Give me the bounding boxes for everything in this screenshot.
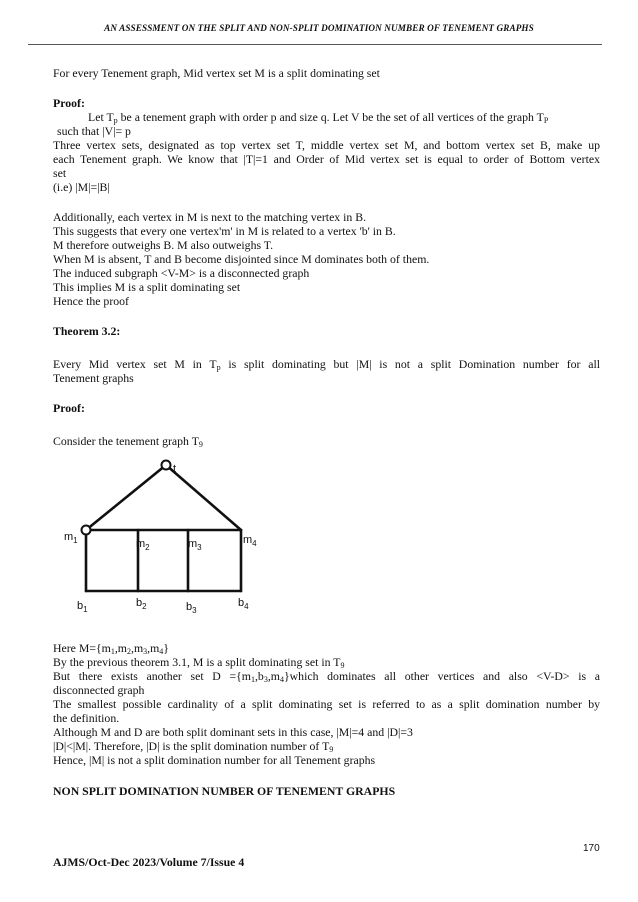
body-line-6: Although M and D are both split dominant sets in this case, |M|=4 and |D|=3	[53, 725, 413, 739]
theorem-line-1: Every Mid vertex set M in $T_p$ is split dominating but |M| is not a split Domination number for all	[53, 357, 600, 372]
proof-line-9: M therefore outweighs B. M also outweighs T.	[53, 238, 274, 252]
header-rule	[28, 44, 602, 45]
theorem-heading: Theorem 3.2:	[53, 324, 121, 338]
label-m1: $m_1$	[64, 531, 78, 545]
edge-t-m4	[166, 465, 241, 530]
label-b4: $b_4$	[238, 597, 249, 611]
body-line-5: the definition.	[53, 711, 120, 725]
theorem-line-2: Tenement graphs	[53, 371, 134, 385]
proof-line-7: Additionally, each vertex in M is next to the matching vertex in B.	[53, 210, 367, 224]
proof-line-8: This suggests that every one vertex'm' in M is related to a vertex 'b' in B.	[53, 224, 396, 238]
vertex-m1	[82, 526, 91, 535]
proof-line-10: When M is absent, T and B become disjointed since M dominates both of them.	[53, 252, 430, 266]
journal-footer: AJMS/Oct-Dec 2023/Volume 7/Issue 4	[53, 855, 245, 869]
label-b3: $b_3$	[186, 601, 197, 615]
body-line-8: Hence, |M| is not a split domination number for all Tenement graphs	[53, 753, 376, 767]
proof-line-1: Let $T_p$ be a tenement graph with order p and size q. Let V be the set of all vertices of the graph $T_P$	[88, 110, 549, 125]
proof-line-5: set	[53, 166, 67, 180]
proof-line-6: (i.e) |M|=|B|	[53, 180, 110, 194]
statement-line: For every Tenement graph, Mid vertex set M is a split dominating set	[53, 66, 380, 80]
section-heading: NON SPLIT DOMINATION NUMBER OF TENEMENT GRAPHS	[53, 784, 396, 798]
label-b2: $b_2$	[136, 597, 147, 611]
vertex-t	[162, 461, 171, 470]
tenement-graph-figure	[60, 455, 290, 623]
proof-line-13: Hence the proof	[53, 294, 129, 308]
proof-line-11: The induced subgraph <V-M> is a disconnected graph	[53, 266, 310, 280]
proof-line-2: such that |V|= p	[57, 124, 131, 138]
running-header: AN ASSESSMENT ON THE SPLIT AND NON-SPLIT DOMINATION NUMBER OF TENEMENT GRAPHS	[104, 23, 534, 33]
body-line-4: The smallest possible cardinality of a split dominating set is referred to as a split domination number by	[53, 697, 600, 711]
proof-line-12: This implies M is a split dominating set	[53, 280, 241, 294]
edge-t-m1	[86, 465, 166, 530]
body-line-3: disconnected graph	[53, 683, 145, 697]
here-line: Here $M=\{m_1,m_2,m_3,m_4\}$	[53, 641, 169, 656]
body-line-2: But there exists another set $D =\{m_1,b_3,m_4\}which$ dominates all other vertices and also <V-D> is a	[53, 669, 600, 684]
proof-heading: Proof:	[53, 96, 85, 110]
label-m2: $m_2$	[136, 538, 150, 552]
body-line-1: By the previous theorem 3.1, M is a split dominating set in $T_9$	[53, 655, 345, 670]
body-line-7: |D|<|M|. Therefore, |D| is the split domination number of $T_9$	[53, 739, 334, 754]
label-t: t	[173, 463, 177, 475]
page-number: 170	[583, 843, 600, 854]
proof-line-4: each Tenement graph. We know that |T|=1 and Order of Mid vertex set is equal to order of Bottom vertex	[53, 152, 600, 166]
label-m3: $m_3$	[188, 538, 202, 552]
consider-line: Consider the tenement graph $T_9$	[53, 434, 203, 449]
proof-line-3: Three vertex sets, designated as top vertex set T, middle vertex set M, and bottom vertex set B, make up	[53, 138, 600, 152]
proof-heading-2: Proof:	[53, 401, 85, 415]
label-m4: $m_4$	[243, 534, 257, 548]
label-b1: $b_1$	[77, 600, 88, 614]
